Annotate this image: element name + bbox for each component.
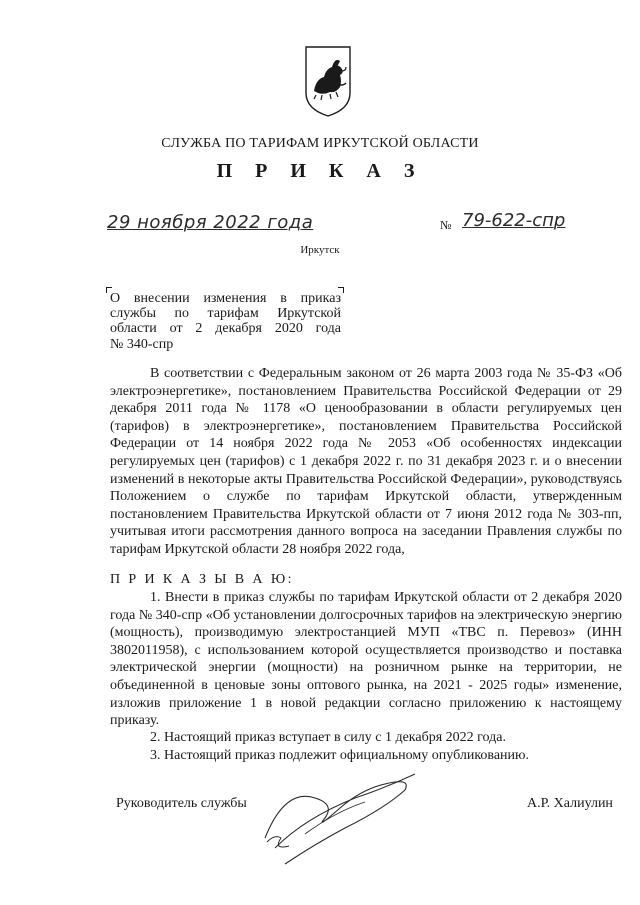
agency-name: СЛУЖБА ПО ТАРИФАМ ИРКУТСКОЙ ОБЛАСТИ bbox=[161, 136, 479, 151]
order-item-3: 3. Настоящий приказ подлежит официальному опубликованию. bbox=[150, 748, 529, 763]
handwritten-signature-icon bbox=[245, 768, 425, 878]
document-subject bbox=[110, 291, 341, 352]
signatory-position: Руководитель службы bbox=[116, 796, 247, 811]
irkutsk-coat-of-arms-icon bbox=[302, 43, 354, 119]
order-item-1: 1. Внести в приказ службы по тарифам Иркутской области от 2 декабря 2020 года № 340-спр «Об установлении долгосрочных тарифов на электрическую энергию (мощность), производимую электростанцией МУП «ТВС п. Перевоз» (ИНН 3802011958), с использованием которой осуществляется производство и поставка электрической энергии (мощности) на розничном рынке на территории, не объединенной в ценовые зоны оптового рынка, на 2021 - 2025 годы» изменение, изложив приложение 1 в новой редакции согласно приложению к настоящему приказу. bbox=[110, 590, 622, 729]
document-number-label: № bbox=[440, 218, 452, 232]
document-city: Иркутск bbox=[300, 244, 340, 256]
subject-line: № 340-спр bbox=[110, 336, 174, 352]
document-number: 79-622-спр bbox=[462, 210, 566, 231]
document-date: 29 ноября 2022 года bbox=[107, 212, 314, 233]
subject-line: О внесении изменения в приказ bbox=[110, 291, 341, 306]
orders-heading: П Р И К А З Ы В А Ю: bbox=[110, 572, 294, 587]
subject-line: службы по тарифам Иркутской bbox=[110, 306, 341, 322]
order-item-2: 2. Настоящий приказ вступает в силу с 1 декабря 2022 года. bbox=[150, 730, 506, 745]
preamble-paragraph: В соответствии с Федеральным законом от 26 марта 2003 года № 35-ФЗ «Об электроэнергетике», постановлением Правительства Российской Федерации от 29 декабря 2011 года № 1178 «О ценообразовании в области регулируемых цен (тарифов) в электроэнергетике», постановлением Правительства Российской Федерации от 14 ноября 2022 года № 2053 «Об особенностях индексации регулируемых цен (тарифов) с 1 декабря 2022 г. по 31 декабря 2023 г. и о внесении изменений в некоторые акты Правительства Российской Федерации», руководствуясь Положением о службе по тарифам Иркутской области, утвержденным постановлением Правительства Иркутской области от 7 июня 2012 года № 303-пп, учитывая итоги рассмотрения данного вопроса на заседании Правления службы по тарифам Иркутской области 28 ноября 2022 года, bbox=[110, 366, 622, 557]
subject-line: области от 2 декабря 2020 года bbox=[110, 321, 341, 337]
signatory-name: А.Р. Халиулин bbox=[527, 796, 613, 811]
document-title: П Р И К А З bbox=[216, 160, 424, 182]
